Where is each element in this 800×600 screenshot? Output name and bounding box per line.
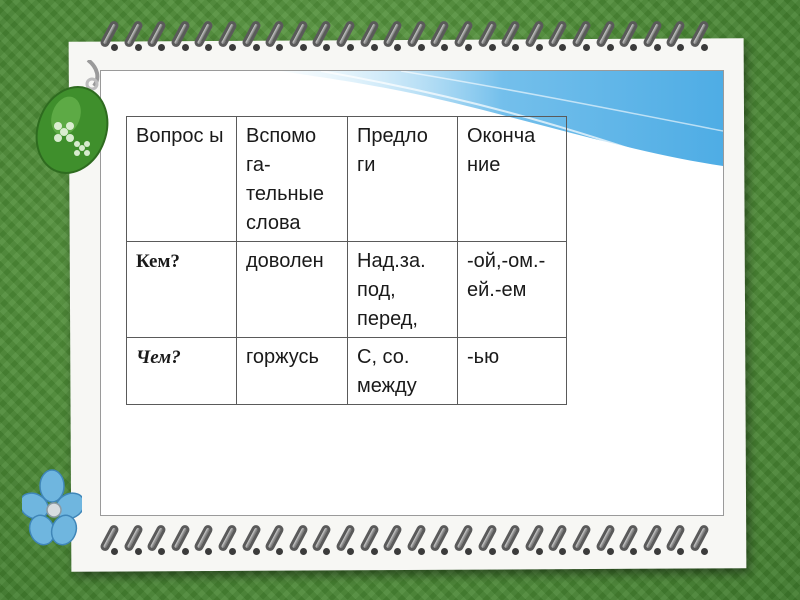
binding-hole (465, 548, 472, 555)
binding-hole (677, 548, 684, 555)
binding-hole (182, 548, 189, 555)
table-row (127, 338, 567, 405)
binding-hole (323, 548, 330, 555)
question-cell: Чем? (127, 338, 237, 405)
binding-hole (536, 44, 543, 51)
helper-word-cell: горжусь (237, 338, 348, 405)
binding-hole (371, 44, 378, 51)
binding-hole (347, 44, 354, 51)
header-cell-questions: Вопрос ы (127, 117, 237, 242)
binding-hole (701, 548, 708, 555)
binding-hole (253, 548, 260, 555)
binding-hole (701, 44, 708, 51)
binding-hole (111, 44, 118, 51)
binding-hole (489, 44, 496, 51)
header-cell-helper-words: Вспомо га-тельные слова (237, 117, 348, 242)
binding-hole (607, 44, 614, 51)
binding-hole (205, 548, 212, 555)
daisy-charm-icon (28, 60, 118, 180)
binding-hole (418, 548, 425, 555)
binding-hole (158, 548, 165, 555)
prepositions-cell: С, со. между (348, 338, 458, 405)
binding-ring (311, 524, 332, 553)
binding-hole (607, 548, 614, 555)
binding-hole (465, 44, 472, 51)
binding-hole (394, 548, 401, 555)
binding-ring (429, 524, 450, 553)
helper-word-cell: доволен (237, 242, 348, 338)
endings-cell: -ой,-ом.-ей.-ем (458, 242, 567, 338)
spiral-binding-bottom (95, 524, 725, 564)
binding-ring (665, 20, 686, 49)
binding-ring (193, 524, 214, 553)
binding-hole (536, 548, 543, 555)
binding-hole (371, 548, 378, 555)
binding-hole (253, 44, 260, 51)
binding-ring (311, 20, 332, 49)
binding-hole (630, 548, 637, 555)
binding-hole (323, 44, 330, 51)
binding-hole (654, 44, 661, 51)
question-cell: Кем? (127, 242, 237, 338)
binding-hole (677, 44, 684, 51)
binding-ring (429, 20, 450, 49)
binding-hole (276, 548, 283, 555)
binding-hole (630, 44, 637, 51)
binding-hole (418, 44, 425, 51)
binding-ring (547, 524, 568, 553)
header-cell-prepositions: Предло ги (348, 117, 458, 242)
binding-hole (229, 548, 236, 555)
table-header-row (127, 117, 567, 242)
binding-hole (583, 44, 590, 51)
binding-hole (441, 548, 448, 555)
prepositions-cell: Над.за. под, перед, (348, 242, 458, 338)
binding-hole (583, 548, 590, 555)
binding-hole (441, 44, 448, 51)
table-row (127, 242, 567, 338)
binding-hole (512, 548, 519, 555)
binding-ring (193, 20, 214, 49)
declension-table (126, 116, 567, 405)
binding-hole (347, 548, 354, 555)
header-cell-endings: Оконча ние (458, 117, 567, 242)
binding-hole (559, 548, 566, 555)
endings-cell: -ью (458, 338, 567, 405)
binding-ring (547, 20, 568, 49)
binding-hole (512, 44, 519, 51)
binding-hole (158, 44, 165, 51)
binding-hole (111, 548, 118, 555)
blue-flower-icon (22, 468, 82, 558)
binding-hole (300, 548, 307, 555)
binding-ring (665, 524, 686, 553)
binding-hole (205, 44, 212, 51)
binding-hole (135, 548, 142, 555)
binding-hole (182, 44, 189, 51)
binding-hole (394, 44, 401, 51)
binding-hole (135, 44, 142, 51)
spiral-binding-top (95, 18, 725, 58)
binding-hole (276, 44, 283, 51)
binding-hole (489, 548, 496, 555)
binding-hole (229, 44, 236, 51)
binding-hole (300, 44, 307, 51)
binding-hole (654, 548, 661, 555)
binding-hole (559, 44, 566, 51)
